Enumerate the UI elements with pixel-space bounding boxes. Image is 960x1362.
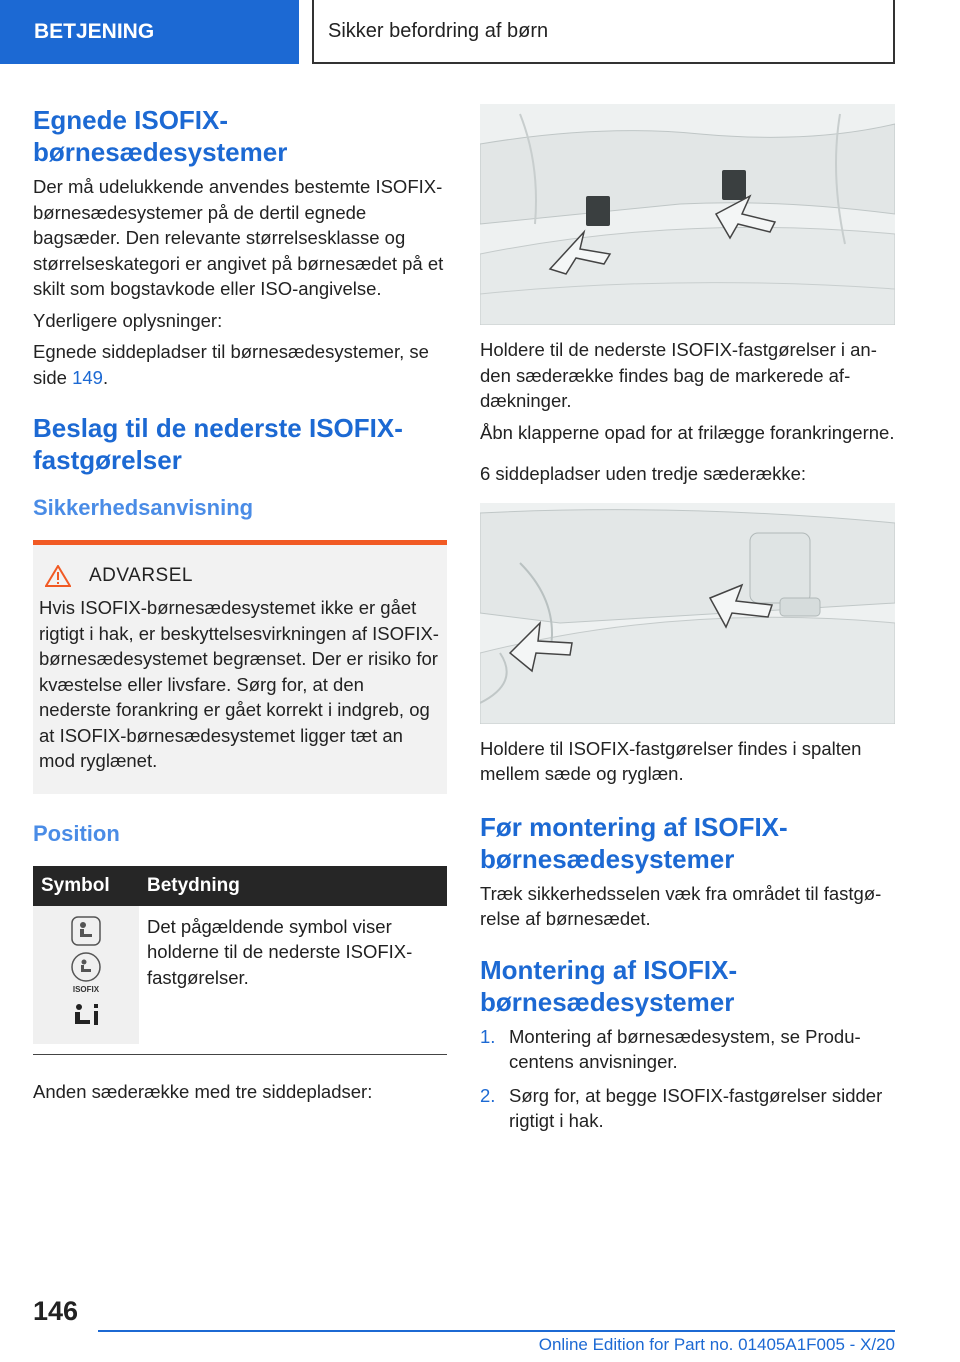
section-title: BETJENING [34, 20, 155, 43]
paragraph-photo1-b: Åbn klapperne opad for at frilægge forankringerne. [480, 421, 895, 443]
mounting-steps [480, 1024, 895, 1134]
paragraph-photo1-a: Holdere til de nederste ISOFIX-fastgørelser i anden sæderække findes bag de markerede afdækninger. [480, 339, 877, 411]
right-column [480, 104, 895, 1142]
suitable-seats-end: . [102, 366, 109, 388]
warning-title: ADVARSEL [89, 565, 193, 586]
meaning-cell: Det pågældende symbol viser holderne til de nederste ISOFIX-fastgørelser. [147, 915, 413, 988]
isofix-child-seat-icon [69, 952, 103, 994]
list-item [480, 1083, 895, 1134]
child-seat-info-icon [70, 1000, 102, 1030]
warning-triangle-icon [45, 565, 71, 587]
paragraph-isofix-intro: Der må udelukkende anvendes bestemte ISOFIX-børnesædesystemer på de dertil egnede bagsæder. Den relevante størrelsesklasse og størrelseskategori er angivet på børnesædet på et skilt som bogstavkode eller ISO-angivelse. [33, 176, 444, 299]
heading-isofix-systems: Egnede ISOFIX-børnesædesystemer [33, 105, 288, 167]
footer-edition: Online Edition for Part no. 01405A1F005 - X/20 [538, 1335, 895, 1354]
column-symbol: Symbol [33, 866, 139, 906]
paragraph-photo2: Holdere til ISOFIX-fastgørelser findes i spalten mellem sæde og ryglæn. [480, 737, 862, 784]
list-item [480, 1024, 895, 1075]
chapter-tab [312, 0, 895, 64]
symbol-table [33, 866, 447, 1044]
heading-before-mounting: Før montering af ISOFIX-børnesædesystemer [480, 811, 788, 874]
heading-lower-anchors: Beslag til de nederste ISOFIX-fastgørelser [33, 413, 403, 475]
warning-box [33, 540, 447, 794]
table-row [33, 906, 447, 1044]
paragraph-before-mounting: Træk sikkerhedsselen væk fra området til fastgørelse af børnesædet. [480, 882, 882, 929]
table-divider [33, 1054, 447, 1055]
column-meaning: Betydning [139, 866, 447, 906]
step-number: 2. [480, 1084, 496, 1106]
page-number: 146 [33, 1296, 79, 1326]
step-text: Montering af børnesædesystem, se Producentens anvisninger. [509, 1025, 861, 1072]
paragraph-six-seats: 6 siddepladser uden tredje sæderække: [480, 463, 806, 484]
warning-header [39, 565, 439, 587]
paragraph-more-info: Yderligere oplysninger: [33, 309, 223, 331]
paragraph-suitable-seats [33, 339, 447, 390]
section-tab [0, 0, 299, 64]
heading-position: Position [33, 820, 120, 846]
paragraph-second-row: Anden sæderække med tre siddepladser: [33, 1080, 373, 1102]
rear-seat-covers-photo [480, 104, 895, 325]
symbol-cell [33, 906, 139, 1044]
page-link-149[interactable]: 149 [72, 366, 103, 388]
footer-divider [98, 1330, 895, 1332]
step-number: 1. [480, 1025, 496, 1047]
seat-gap-photo [480, 503, 895, 724]
suitable-seats-text: Egnede siddepladser til børnesædesystemer, se side [33, 341, 429, 388]
warning-text: Hvis ISOFIX-børnesædesystemet ikke er gået rigtigt i hak, er beskyttelsesvirkningen af ISOFIX-børnesædesystemet begrænset. Der er risiko for kvæstelse eller livsfare. Sørg for, at den nederste forankring er gået korrekt i indgreb, og at ISOFIX-børnesædesystemet ligger tæt an mod ryglænet. [39, 597, 439, 771]
chapter-title: Sikker befordring af børn [328, 19, 549, 42]
symbol-table-header [33, 866, 447, 906]
step-text: Sørg for, at begge ISOFIX-fastgørelser sidder rigtigt i hak. [509, 1084, 883, 1131]
isofix-icon-label: ISOFIX [72, 984, 100, 994]
left-column [33, 104, 447, 1104]
heading-mounting: Montering af ISOFIX-børnesædesystemer [480, 954, 738, 1017]
heading-safety-note: Sikkerhedsanvisning [33, 495, 254, 520]
child-seat-icon [71, 916, 101, 946]
